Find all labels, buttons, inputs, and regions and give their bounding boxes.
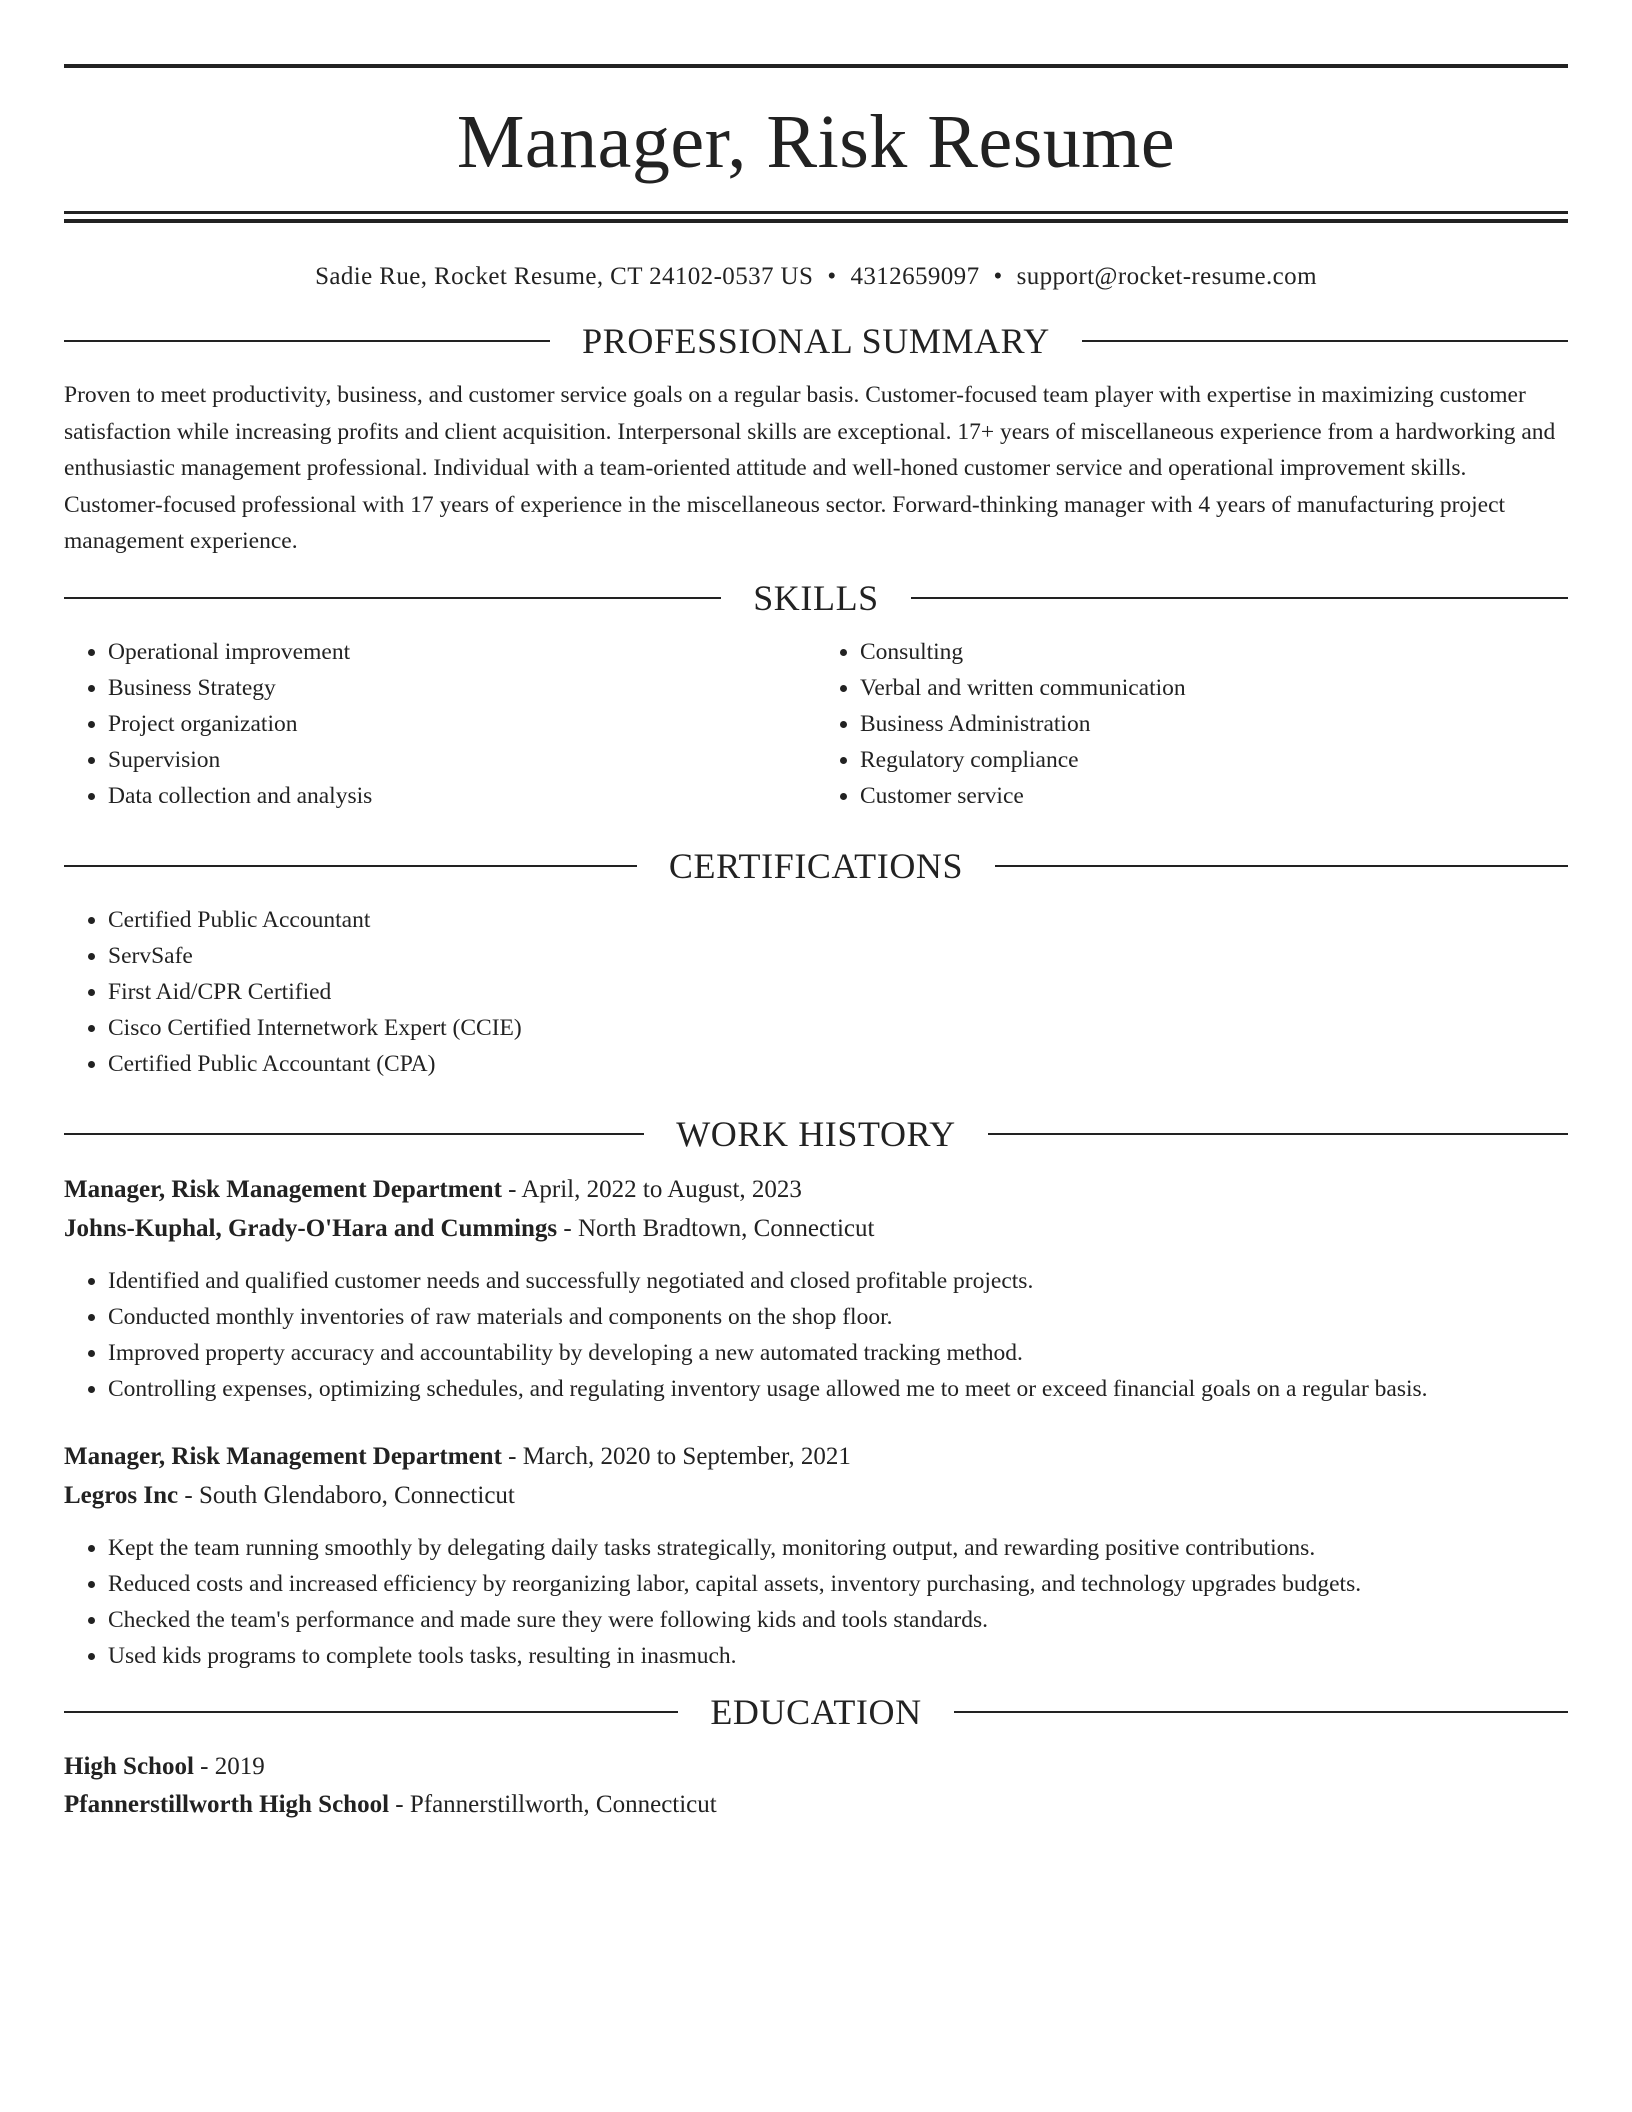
skill-item: • Project organization — [108, 706, 816, 742]
job-title: Manager, Risk Management Department — [64, 1175, 502, 1203]
job-bullet: • Controlling expenses, optimizing schedules, and regulating inventory usage allowed me to meet or exceed financial goals on a regular basis. — [108, 1371, 1568, 1407]
section-heading-skills — [64, 577, 1568, 618]
certification-item: • First Aid/CPR Certified — [108, 974, 1568, 1010]
job-entry — [64, 1437, 1568, 1674]
job-dates: - March, 2020 to September, 2021 — [501, 1442, 851, 1470]
skill-item: • Business Strategy — [108, 670, 816, 706]
job-bullet: • Identified and qualified customer needs and successfully negotiated and closed profitable projects. — [108, 1263, 1568, 1299]
contact-address: Sadie Rue, Rocket Resume, CT 24102-0537 US — [315, 263, 814, 290]
skill-item: • Customer service — [860, 778, 1568, 814]
job-bullet: • Kept the team running smoothly by delegating daily tasks strategically, monitoring output, and rewarding positive contributions. — [108, 1530, 1568, 1566]
section-title: PROFESSIONAL SUMMARY — [582, 321, 1050, 361]
section-title: EDUCATION — [710, 1691, 922, 1732]
certification-item: • Certified Public Accountant (CPA) — [108, 1046, 1568, 1082]
job-bullet: • Reduced costs and increased efficiency by reorganizing labor, capital assets, inventory purchasing, and technology upgrades budgets. — [108, 1566, 1568, 1602]
section-title: WORK HISTORY — [676, 1113, 956, 1154]
heading-rule — [954, 1711, 1568, 1713]
job-bullet: • Conducted monthly inventories of raw materials and components on the shop floor. — [108, 1299, 1568, 1335]
contact-line — [64, 264, 1568, 289]
job-bullet: • Checked the team's performance and made sure they were following kids and tools standards. — [108, 1602, 1568, 1638]
section-heading-education — [64, 1691, 1568, 1732]
heading-rule — [64, 865, 637, 867]
job-company: Johns-Kuphal, Grady-O'Hara and Cummings — [64, 1214, 558, 1242]
skills-column-left — [64, 634, 816, 814]
education-location: - Pfannerstillworth, Connecticut — [389, 1790, 717, 1818]
section-title: CERTIFICATIONS — [668, 845, 964, 886]
title-top-rule — [64, 64, 1568, 68]
section-heading-work-history — [64, 1113, 1568, 1154]
contact-email: support@rocket-resume.com — [1016, 263, 1317, 290]
education-school-line — [64, 1786, 1568, 1824]
skill-item: • Operational improvement — [108, 634, 816, 670]
job-dates: - April, 2022 to August, 2023 — [501, 1175, 802, 1203]
heading-rule — [64, 1133, 644, 1135]
job-location: - North Bradtown, Connecticut — [557, 1214, 875, 1242]
summary-text: Proven to meet productivity, business, and customer service goals on a regular basis. Customer-focused team player with expertise in maximizing customer satisfaction while increasing profits and client acquisition. Interpersonal skills are exceptional. 17+ years of miscellaneous experience from a hardworking and enthusiastic management professional. Individual with a team-oriented attitude and well-honed customer service and operational improvement skills. Customer-focused professional with 17 years of experience in the miscellaneous sector. Forward-thinking manager with 4 years of manufacturing project management experience. — [64, 382, 1556, 554]
job-bullet: • Used kids programs to complete tools tasks, resulting in inasmuch. — [108, 1638, 1568, 1674]
skill-item: • Verbal and written communication — [860, 670, 1568, 706]
job-title-line — [64, 1437, 1568, 1476]
heading-rule — [911, 597, 1568, 599]
skills-column-right — [816, 634, 1568, 814]
certification-item: • ServSafe — [108, 938, 1568, 974]
certification-item: • Certified Public Accountant — [108, 902, 1568, 938]
certification-item: • Cisco Certified Internetwork Expert (CCIE) — [108, 1010, 1568, 1046]
section-heading-certifications — [64, 845, 1568, 886]
heading-rule — [64, 340, 550, 342]
education-degree-line — [64, 1748, 1568, 1786]
contact-phone: 4312659097 — [850, 263, 980, 290]
job-entry — [64, 1170, 1568, 1407]
contact-separator: • — [827, 263, 837, 290]
heading-rule — [64, 1711, 678, 1713]
skill-item: • Supervision — [108, 742, 816, 778]
job-bullet: • Improved property accuracy and accountability by developing a new automated tracking method. — [108, 1335, 1568, 1371]
job-company: Legros Inc — [64, 1481, 179, 1509]
title-bottom-rule — [64, 211, 1568, 223]
resume-title: Manager, Risk Resume — [456, 100, 1176, 184]
job-bullets — [64, 1530, 1568, 1674]
job-title-line — [64, 1170, 1568, 1209]
heading-rule — [995, 865, 1568, 867]
section-heading-summary — [64, 323, 1568, 359]
contact-separator: • — [993, 263, 1003, 290]
job-location: - South Glendaboro, Connecticut — [178, 1481, 515, 1509]
section-title: SKILLS — [753, 577, 879, 618]
job-bullets — [64, 1263, 1568, 1407]
job-company-line — [64, 1209, 1568, 1248]
skill-item: • Business Administration — [860, 706, 1568, 742]
heading-rule — [988, 1133, 1568, 1135]
job-company-line — [64, 1476, 1568, 1515]
heading-rule — [64, 597, 721, 599]
skill-item: • Consulting — [860, 634, 1568, 670]
skills-list — [64, 634, 1568, 814]
certifications-list — [64, 902, 1568, 1082]
education-year: - 2019 — [193, 1752, 265, 1780]
heading-rule — [1082, 340, 1568, 342]
education-degree: High School — [64, 1752, 194, 1780]
skill-item: • Regulatory compliance — [860, 742, 1568, 778]
education-school: Pfannerstillworth High School — [64, 1790, 390, 1818]
skill-item: • Data collection and analysis — [108, 778, 816, 814]
job-title: Manager, Risk Management Department — [64, 1442, 502, 1470]
